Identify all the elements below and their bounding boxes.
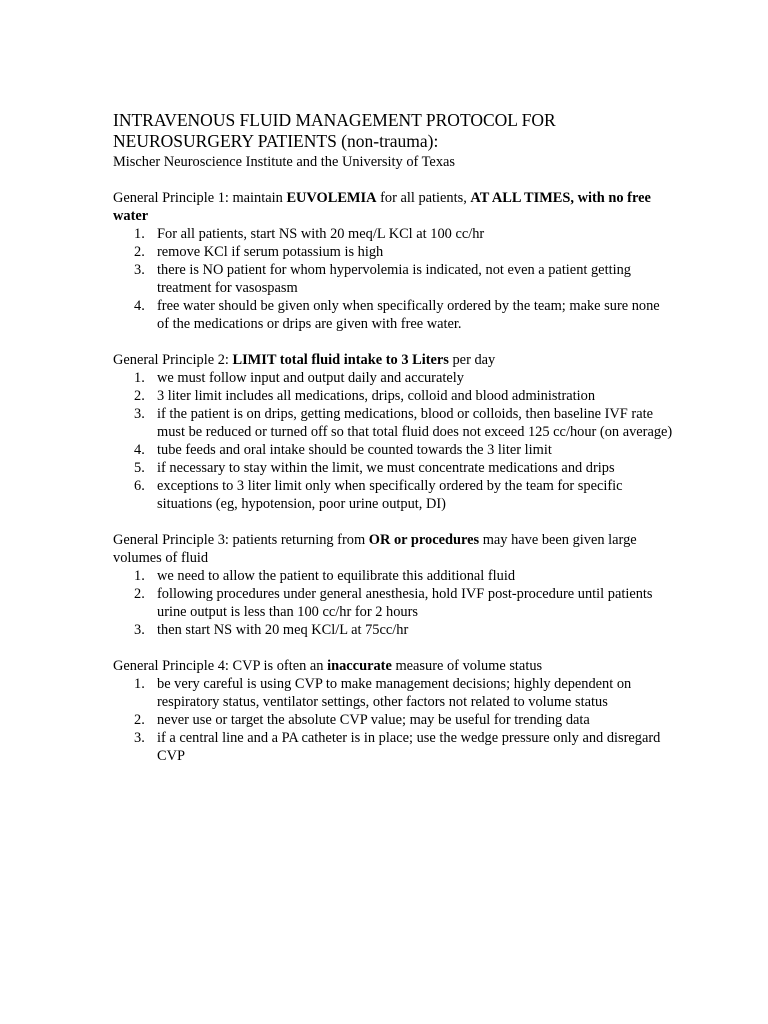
principle-section-2: [113, 351, 673, 513]
list-item-number: 3.: [134, 406, 145, 422]
list-item-number: 3.: [134, 622, 145, 638]
heading-text: General Principle 2:: [113, 352, 233, 368]
list-item-number: 1.: [134, 676, 145, 692]
principle-heading-4: [113, 657, 673, 675]
document-title: [113, 110, 673, 152]
list-item-text: we need to allow the patient to equilibrate this additional fluid: [157, 568, 516, 584]
list-item-number: 5.: [134, 460, 145, 476]
list-item: [113, 441, 673, 459]
emphasis-text: OR or procedures: [368, 532, 480, 548]
list-item-text: For all patients, start NS with 20 meq/L KCl at 100 cc/hr: [157, 226, 485, 242]
list-item: [113, 675, 673, 711]
list-item-text: following procedures under general anesthesia, hold IVF post-procedure until patients urine output is less than 100 cc/hr for 2 hours: [157, 586, 653, 620]
principle-items-3: [113, 567, 673, 639]
list-item: [113, 243, 673, 261]
emphasis-text: LIMIT total fluid intake to 3 Liters: [232, 352, 449, 368]
list-item-number: 1.: [134, 568, 145, 584]
principle-heading-1: [113, 189, 673, 225]
institution-subtitle: Mischer Neuroscience Institute and the University of Texas: [113, 154, 456, 170]
list-item: [113, 387, 673, 405]
list-item-number: 3.: [134, 262, 145, 278]
principle-heading-2: [113, 351, 673, 369]
list-item-number: 1.: [134, 370, 145, 386]
principle-section-3: [113, 531, 673, 639]
list-item: [113, 261, 673, 297]
list-item-text: exceptions to 3 liter limit only when specifically ordered by the team for specific situations (eg, hypotension, poor urine output, DI): [157, 478, 623, 512]
list-item-text: if the patient is on drips, getting medications, blood or colloids, then baseline IVF rate must be reduced or turned off so that total fluid does not exceed 125 cc/hour (on average): [157, 406, 673, 440]
list-item: [113, 405, 673, 441]
list-item: [113, 711, 673, 729]
list-item-number: 2.: [134, 712, 145, 728]
principle-section-1: [113, 189, 673, 333]
list-item-number: 2.: [134, 586, 145, 602]
list-item-number: 4.: [134, 442, 145, 458]
list-item: [113, 225, 673, 243]
list-item: [113, 369, 673, 387]
list-item: [113, 585, 673, 621]
title-line-1: INTRAVENOUS FLUID MANAGEMENT PROTOCOL FOR: [113, 110, 556, 130]
list-item: [113, 477, 673, 513]
emphasis-text: AT ALL TIMES, with no free water: [113, 190, 651, 224]
list-item-text: then start NS with 20 meq KCl/L at 75cc/hr: [157, 622, 409, 638]
list-item: [113, 297, 673, 333]
principle-heading-3: [113, 531, 673, 567]
list-item-text: if necessary to stay within the limit, we must concentrate medications and drips: [157, 460, 615, 476]
principle-items-1: [113, 225, 673, 333]
heading-text: General Principle 4: CVP is often an: [113, 658, 328, 674]
list-item: [113, 729, 673, 765]
list-item: [113, 621, 673, 639]
list-item-text: there is NO patient for whom hypervolemia is indicated, not even a patient getting treatment for vasospasm: [157, 262, 631, 296]
list-item-text: tube feeds and oral intake should be counted towards the 3 liter limit: [157, 442, 552, 458]
list-item-number: 1.: [134, 226, 145, 242]
principles-list: [113, 189, 673, 765]
list-item-number: 4.: [134, 298, 145, 314]
list-item-number: 2.: [134, 388, 145, 404]
list-item: [113, 567, 673, 585]
list-item: [113, 459, 673, 477]
list-item-text: be very careful is using CVP to make management decisions; highly dependent on respiratory status, ventilator settings, other factors not related to volume status: [157, 676, 632, 710]
principle-items-4: [113, 675, 673, 765]
heading-text: for all patients,: [376, 190, 471, 206]
heading-text: General Principle 3: patients returning from: [113, 532, 369, 548]
list-item-number: 6.: [134, 478, 145, 494]
list-item-text: never use or target the absolute CVP value; may be useful for trending data: [157, 712, 590, 728]
heading-text: measure of volume status: [391, 658, 543, 674]
document-content: [113, 110, 673, 765]
list-item-number: 3.: [134, 730, 145, 746]
principle-section-4: [113, 657, 673, 765]
list-item-text: if a central line and a PA catheter is in place; use the wedge pressure only and disregard CVP: [157, 730, 661, 764]
emphasis-text: EUVOLEMIA: [286, 190, 377, 206]
list-item-number: 2.: [134, 244, 145, 260]
emphasis-text: inaccurate: [327, 658, 392, 674]
principle-items-2: [113, 369, 673, 513]
list-item-text: remove KCl if serum potassium is high: [157, 244, 384, 260]
list-item-text: 3 liter limit includes all medications, drips, colloid and blood administration: [157, 388, 596, 404]
title-line-2: NEUROSURGERY PATIENTS (non-trauma):: [113, 131, 439, 151]
heading-text: per day: [448, 352, 496, 368]
heading-text: General Principle 1: maintain: [113, 190, 287, 206]
list-item-text: free water should be given only when specifically ordered by the team; make sure none of the medications or drips are given with free water.: [157, 298, 660, 332]
heading-text: may have been given large volumes of fluid: [113, 532, 637, 566]
list-item-text: we must follow input and output daily and accurately: [157, 370, 464, 386]
